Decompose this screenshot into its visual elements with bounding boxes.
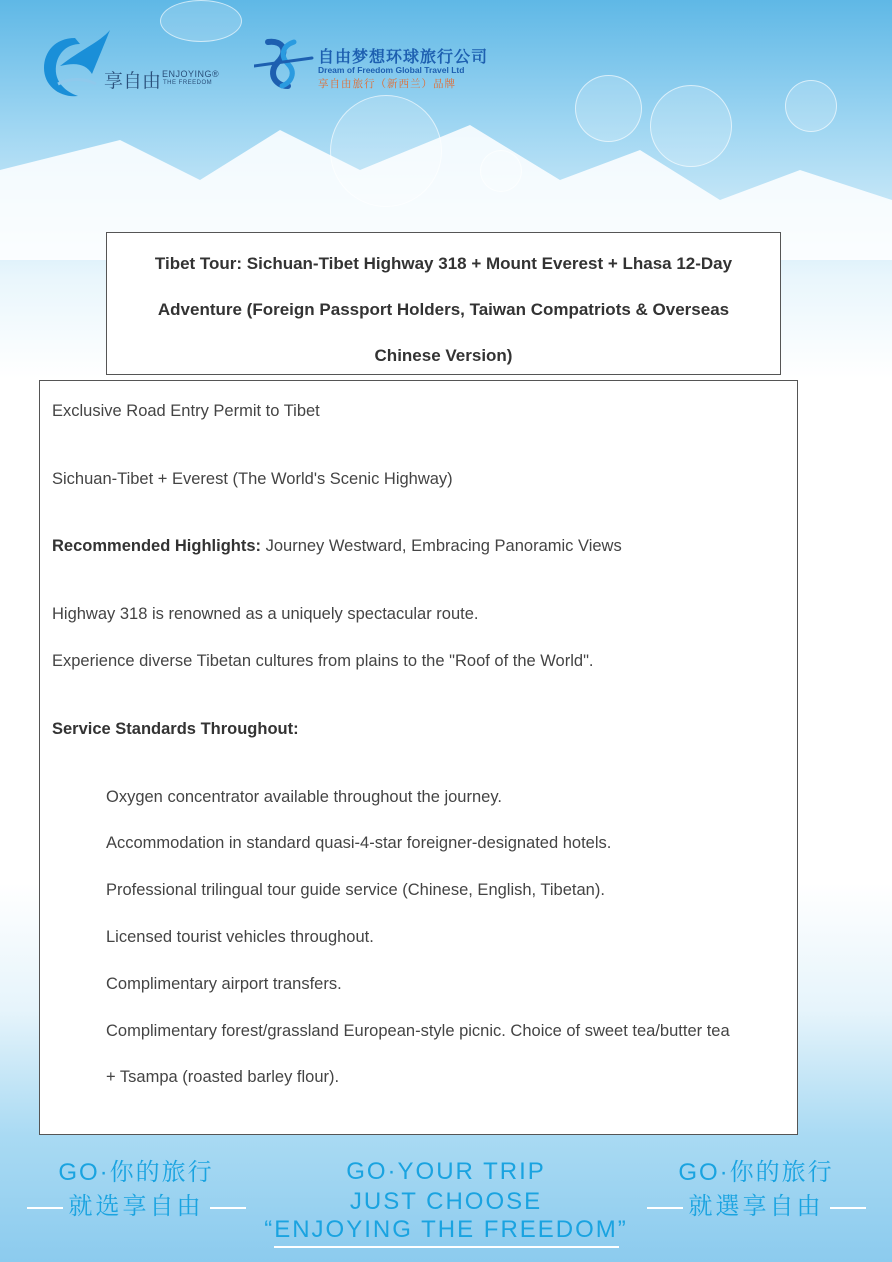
company-en-name: Dream of Freedom Global Travel Ltd bbox=[318, 65, 465, 75]
swallow-logo-icon bbox=[40, 30, 110, 100]
slogan-right bbox=[636, 1156, 876, 1224]
logo-cn-text: 享自由 bbox=[104, 71, 162, 92]
title-line-3: Chinese Version) bbox=[374, 346, 513, 365]
divider bbox=[27, 1207, 63, 1209]
slogan-middle-line2: JUST CHOOSE bbox=[349, 1188, 543, 1215]
tour-description-box bbox=[39, 380, 798, 1135]
highlights-text: Journey Westward, Embracing Panoramic Views bbox=[261, 537, 622, 555]
highway-text: Highway 318 is renowned as a uniquely spectacular route. bbox=[52, 605, 479, 623]
company-brand: 享自由旅行（新西兰）品牌 bbox=[318, 78, 456, 90]
service-item: Complimentary airport transfers. bbox=[106, 975, 342, 993]
slogan-left-line1: GO·你的旅行 bbox=[58, 1159, 214, 1186]
divider bbox=[210, 1207, 246, 1209]
highlights-label: Recommended Highlights: bbox=[52, 537, 262, 555]
underline bbox=[274, 1246, 619, 1248]
divider bbox=[647, 1207, 683, 1209]
slogan-left bbox=[16, 1156, 256, 1224]
slogan-right-line2: 就選享自由 bbox=[688, 1193, 824, 1220]
service-heading: Service Standards Throughout: bbox=[52, 720, 299, 738]
service-item: + Tsampa (roasted barley flour). bbox=[106, 1068, 340, 1086]
footer-slogans bbox=[0, 1140, 892, 1262]
service-item: Professional trilingual tour guide service (Chinese, English, Tibetan). bbox=[106, 881, 605, 899]
service-item: Licensed tourist vehicles throughout. bbox=[106, 928, 374, 946]
slogan-left-line2-wrap bbox=[16, 1190, 256, 1224]
service-item: Oxygen concentrator available throughout the journey. bbox=[106, 788, 502, 806]
service-item: Accommodation in standard quasi-4-star foreigner-designated hotels. bbox=[106, 834, 612, 852]
slogan-right-line2-wrap bbox=[636, 1190, 876, 1224]
slogan-right-line1: GO·你的旅行 bbox=[678, 1159, 834, 1186]
divider bbox=[830, 1207, 866, 1209]
title-line-1: Tibet Tour: Sichuan-Tibet Highway 318 + Mount Everest + Lhasa 12-Day bbox=[154, 254, 733, 273]
logo-en-subtext: THE FREEDOM bbox=[163, 80, 213, 86]
slogan-middle-line1: GO·YOUR TRIP bbox=[346, 1158, 546, 1185]
slogan-middle bbox=[260, 1156, 632, 1248]
company-logo bbox=[254, 38, 494, 94]
tour-title-box bbox=[106, 232, 781, 375]
route-text: Sichuan-Tibet + Everest (The World's Scenic Highway) bbox=[52, 470, 453, 488]
slogan-left-line2: 就选享自由 bbox=[68, 1193, 204, 1220]
permit-text: Exclusive Road Entry Permit to Tibet bbox=[52, 402, 320, 420]
highlights-line bbox=[52, 537, 622, 556]
title-line-2: Adventure (Foreign Passport Holders, Taiwan Compatriots & Overseas bbox=[157, 300, 730, 319]
company-cn-name: 自由梦想环球旅行公司 bbox=[318, 49, 489, 66]
ribbon-logo-icon bbox=[254, 38, 316, 90]
slogan-middle-line3: “ENJOYING THE FREEDOM” bbox=[264, 1216, 628, 1243]
service-item: Complimentary forest/grassland European-style picnic. Choice of sweet tea/butter tea bbox=[106, 1022, 730, 1040]
culture-text: Experience diverse Tibetan cultures from plains to the "Roof of the World". bbox=[52, 652, 594, 670]
logo-en-text: ENJOYING® bbox=[162, 69, 220, 79]
enjoying-freedom-logo bbox=[40, 30, 240, 100]
